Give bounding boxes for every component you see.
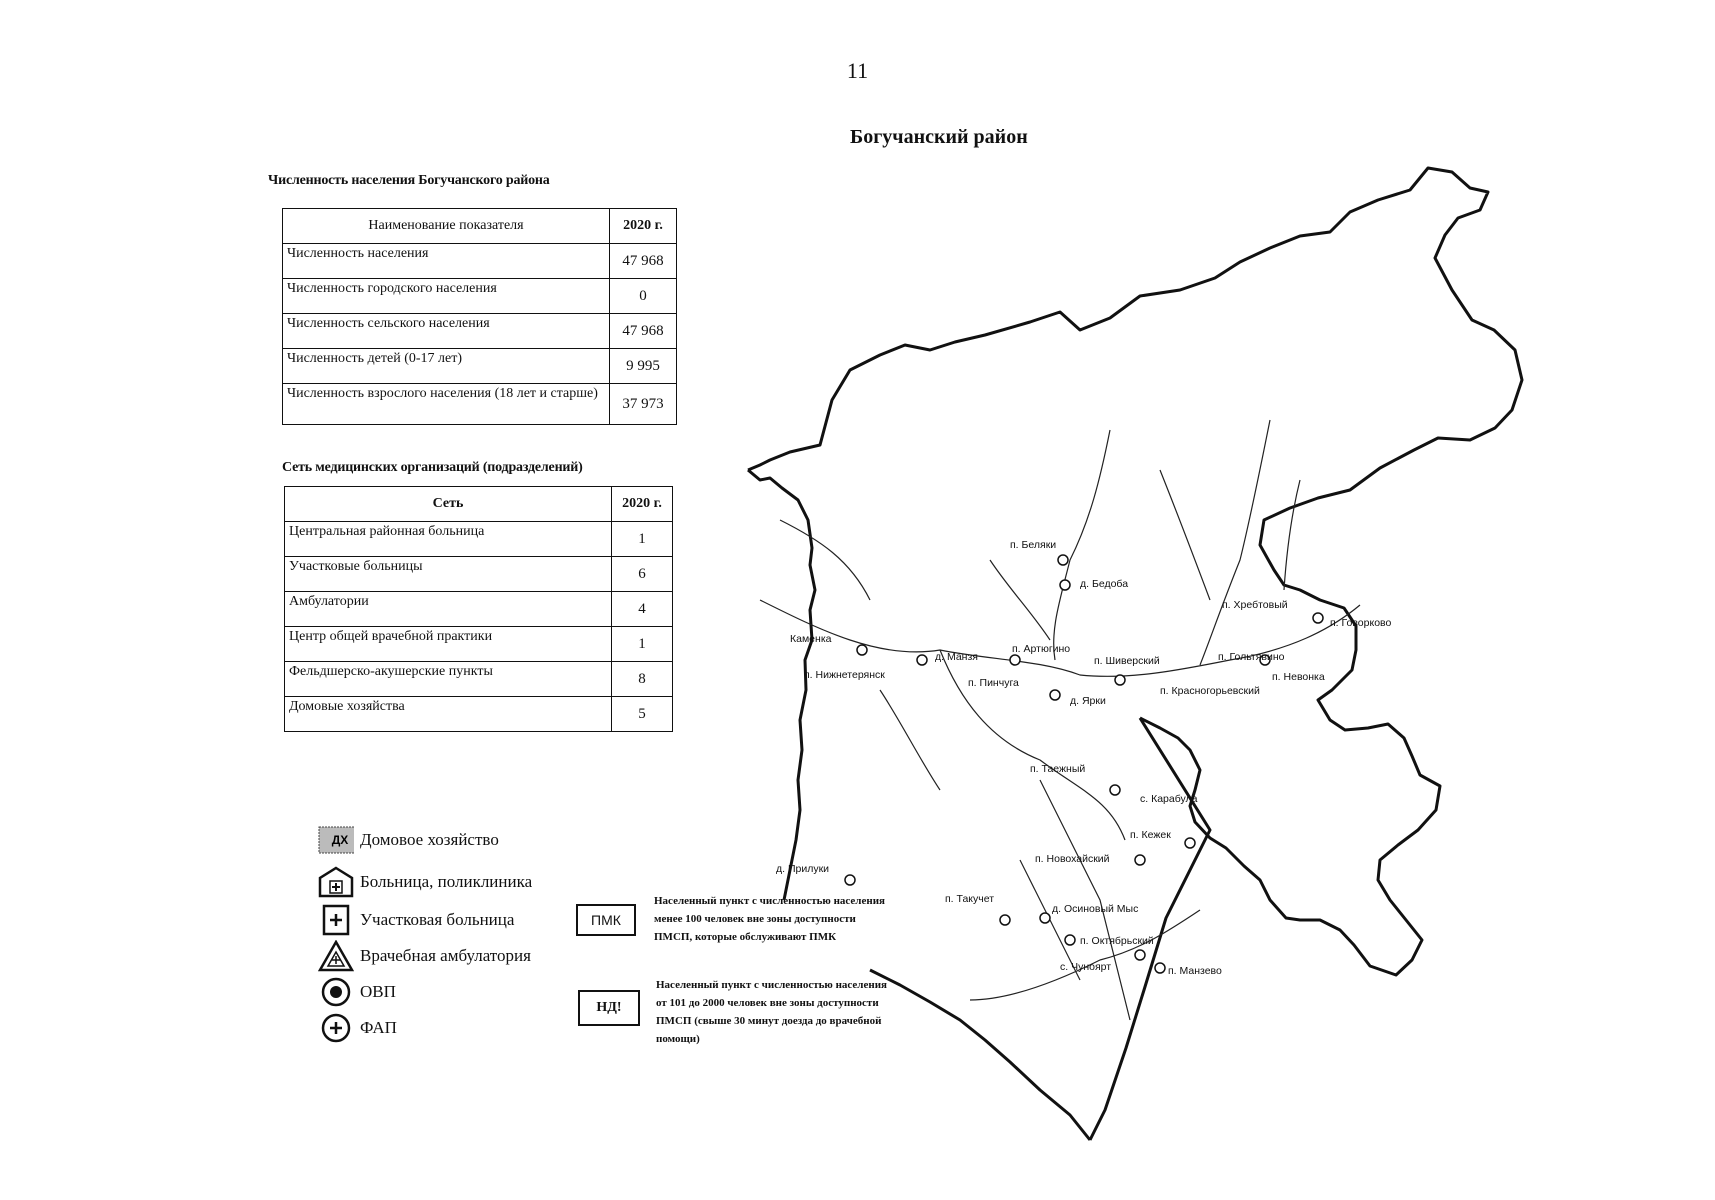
svg-text:п. Беляки: п. Беляки [1010, 539, 1057, 551]
column-header-network: Сеть [285, 487, 612, 522]
row-value: 47 968 [610, 314, 677, 349]
pmk-symbol: ПМК [576, 904, 636, 936]
row-label: Центр общей врачебной практики [285, 627, 612, 662]
row-label: Численность детей (0-17 лет) [283, 349, 610, 384]
legend-label: Участковая больница [360, 910, 515, 929]
row-value: 5 [612, 697, 673, 732]
svg-text:д. Осиновый Мыс: д. Осиновый Мыс [1052, 903, 1139, 915]
network-table-caption: Сеть медицинских организаций (подразделений) [282, 460, 583, 475]
svg-text:п. Хребтовый: п. Хребтовый [1222, 599, 1288, 611]
svg-text:п. Таежный: п. Таежный [1030, 763, 1086, 775]
column-header-year: 2020 г. [612, 487, 673, 522]
page-title: Богучанский район [850, 126, 1028, 148]
row-label: Амбулатории [285, 592, 612, 627]
row-value: 1 [612, 522, 673, 557]
row-value: 37 973 [610, 384, 677, 425]
svg-text:Каменка: Каменка [790, 633, 832, 645]
legend-label: Домовое хозяйство [360, 830, 499, 849]
row-value: 9 995 [610, 349, 677, 384]
svg-text:п. Шиверский: п. Шиверский [1094, 655, 1160, 667]
svg-text:п. Гольтявино: п. Гольтявино [1218, 651, 1285, 663]
svg-text:д. Бедоба: д. Бедоба [1080, 578, 1129, 590]
svg-text:п. Говорково: п. Говорково [1330, 617, 1392, 629]
row-label: Центральная районная больница [285, 522, 612, 557]
household-mark: ДХ [331, 833, 349, 847]
svg-text:д. Манзя: д. Манзя [935, 651, 978, 663]
legend-label: Больница, поликлиника [360, 872, 533, 891]
pmk-note: Населенный пункт с численностью населения менее 100 человек вне зоны доступности ПМСП, которые обслуживают ПМК [654, 895, 885, 943]
row-label: Численность населения [283, 244, 610, 279]
column-header-year: 2020 г. [610, 209, 677, 244]
svg-text:п. Кежек: п. Кежек [1130, 829, 1171, 841]
svg-text:п. Такучет: п. Такучет [945, 893, 995, 905]
svg-text:д. Прилуки: д. Прилуки [776, 863, 830, 875]
svg-text:п. Невонка: п. Невонка [1272, 671, 1325, 683]
row-value: 6 [612, 557, 673, 592]
row-label: Участковые больницы [285, 557, 612, 592]
row-value: 4 [612, 592, 673, 627]
row-value: 0 [610, 279, 677, 314]
row-label: Домовые хозяйства [285, 697, 612, 732]
row-value: 47 968 [610, 244, 677, 279]
row-label: Численность городского населения [283, 279, 610, 314]
nd-symbol: НД! [578, 990, 640, 1026]
svg-text:п. Пинчуга: п. Пинчуга [968, 677, 1019, 689]
svg-text:п. Октябрьский: п. Октябрьский [1080, 935, 1154, 947]
row-value: 1 [612, 627, 673, 662]
legend-label: ФАП [360, 1018, 397, 1037]
column-header-indicator: Наименование показателя [283, 209, 610, 244]
svg-text:с. Чуноярт: с. Чуноярт [1060, 961, 1112, 973]
svg-text:д. Ярки: д. Ярки [1070, 695, 1106, 707]
legend-label: Врачебная амбулатория [360, 946, 531, 965]
svg-text:п. Манзево: п. Манзево [1168, 965, 1222, 977]
population-table-caption: Численность населения Богучанского района [268, 173, 550, 188]
svg-text:п. Нижнетерянск: п. Нижнетерянск [804, 669, 885, 681]
row-label: Численность взрослого населения (18 лет и старше) [283, 384, 610, 425]
row-label: Численность сельского населения [283, 314, 610, 349]
svg-text:с. Карабула: с. Карабула [1140, 793, 1198, 805]
legend-label: ОВП [360, 982, 396, 1001]
row-label: Фельдшерско-акушерские пункты [285, 662, 612, 697]
svg-text:п. Артюгино: п. Артюгино [1012, 643, 1071, 655]
nd-note: Населенный пункт с численностью населения от 101 до 2000 человек вне зоны доступности ПМСП (свыше 30 минут доезда до врачебной помощи) [656, 979, 887, 1045]
svg-text:п. Новохайский: п. Новохайский [1035, 853, 1110, 865]
place-labels [776, 539, 1391, 977]
rivers [760, 420, 1360, 1020]
svg-text:п. Красногорьевский: п. Красногорьевский [1160, 685, 1260, 697]
page-number: 11 [846, 58, 869, 83]
row-value: 8 [612, 662, 673, 697]
